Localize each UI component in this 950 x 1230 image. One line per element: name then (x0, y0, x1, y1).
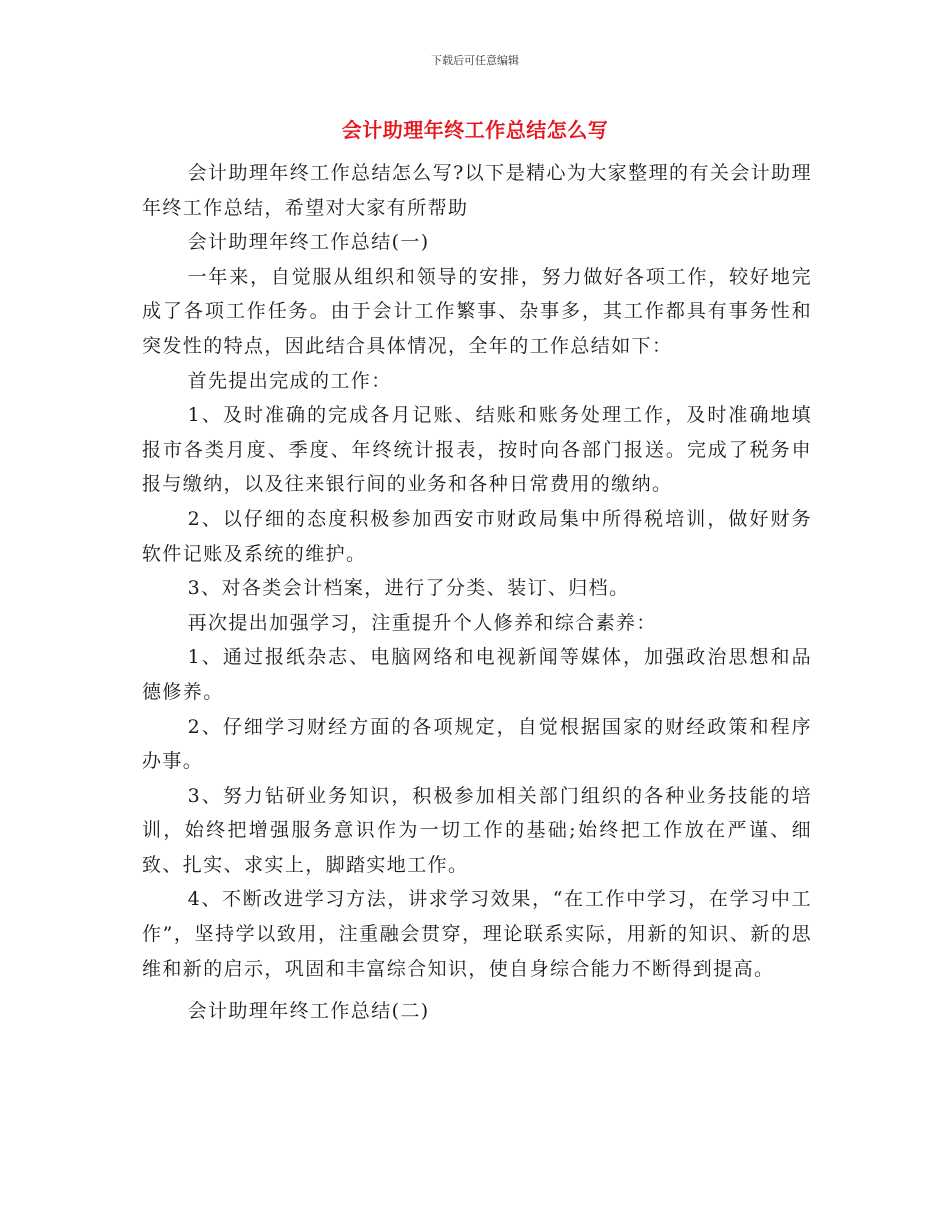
document-title: 会计助理年终工作总结怎么写 (341, 118, 609, 142)
list-item: 1、及时准确的完成各月记账、结账和账务处理工作，及时准确地填报市各类月度、季度、年终统计报表，按时向各部门报送。完成了税务申报与缴纳，以及往来银行间的业务和各种日常费用的缴纳。 (142, 404, 812, 496)
list-item: 4、不断改进学习方法，讲求学习效果，“在工作中学习，在学习中工作”，坚持学以致用，注重融会贯穿，理论联系实际，用新的知识、新的思维和新的启示，巩固和丰富综合知识，使自身综合能力不断得到提高。 (142, 888, 812, 980)
section-heading-2: 会计助理年终工作总结(二) (187, 1000, 430, 1023)
paragraph: 再次提出加强学习，注重提升个人修养和综合素养： (187, 611, 657, 634)
paragraph: 一年来，自觉服从组织和领导的安排，努力做好各项工作，较好地完成了各项工作任务。由于会计工作繁事、杂事多，其工作都具有事务性和突发性的特点，因此结合具体情况，全年的工作总结如下： (142, 265, 812, 357)
header-note: 下载后可任意编辑 (431, 54, 519, 67)
paragraph-intro: 会计助理年终工作总结怎么写?以下是精心为大家整理的有关会计助理年终工作总结，希望对大家有所帮助 (142, 162, 812, 219)
list-item: 2、仔细学习财经方面的各项规定，自觉根据国家的财经政策和程序办事。 (142, 715, 812, 773)
section-heading-1: 会计助理年终工作总结(一) (187, 231, 430, 254)
list-item: 3、努力钻研业务知识，积极参加相关部门组织的各种业务技能的培训，始终把增强服务意识作为一切工作的基础;始终把工作放在严谨、细致、扎实、求实上，脚踏实地工作。 (142, 784, 812, 876)
list-item: 3、对各类会计档案，进行了分类、装订、归档。 (187, 577, 630, 600)
paragraph: 首先提出完成的工作： (187, 369, 392, 392)
list-item: 1、通过报纸杂志、电脑网络和电视新闻等媒体，加强政治思想和品德修养。 (142, 646, 812, 703)
list-item: 2、以仔细的态度积极参加西安市财政局集中所得税培训，做好财务软件记账及系统的维护。 (142, 507, 812, 565)
document-body (142, 156, 812, 1029)
